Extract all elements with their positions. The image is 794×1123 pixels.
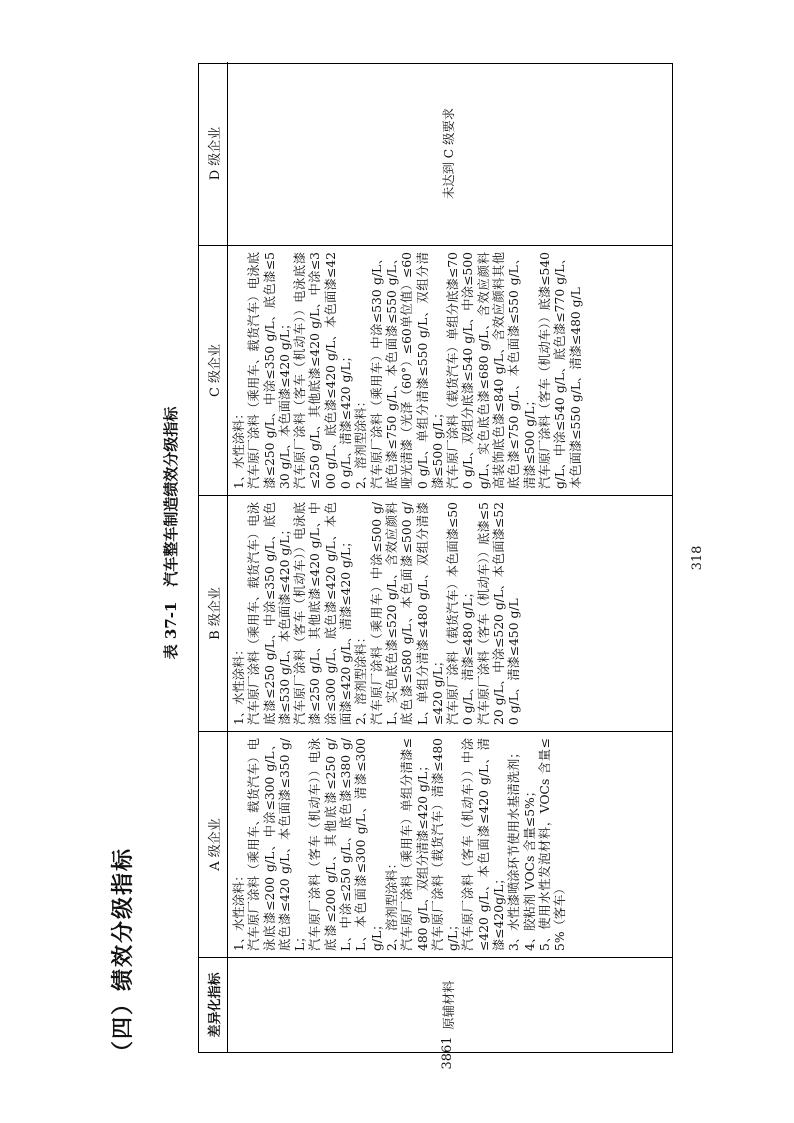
- b-level-line: 1、水性涂料：: [232, 643, 246, 725]
- c-level-line: 汽车原厂涂料（客车（机动车））电泳底漆≤250 g/L、其他底漆≤420 g/L、中涂≤300 g/L、底色漆≤420 g/L、本色面漆≤420 g/L、清漆≤420 g/L；: [293, 252, 354, 489]
- a-level-line: 3、水性漆喷涂环节使用水基清洗剂；: [507, 746, 522, 951]
- section-heading: （四）绩效分级指标: [110, 846, 136, 1063]
- a-level-line: 汽车原厂涂料（客车（机动车））中涂≤420 g/L、本色面漆≤420 g/L、清漆≤420g/L；: [461, 738, 507, 951]
- a-level-cell: [227, 732, 672, 957]
- c-level-line: 汽车原厂涂料（乘用车）中涂≤530 g/L、底色漆≤750 g/L、本色面漆≤550 g/L、哑光清漆（光泽（60°）≤60单位值）≤600 g/L、单组分清漆≤550 g/L、双组分清漆≤500 g/L；: [369, 252, 445, 489]
- c-level-line: 1、水性涂料：: [232, 407, 246, 489]
- a-level-column: [199, 732, 672, 958]
- a-level-line: 汽车原厂涂料（载货汽车）清漆≤480 g/L；: [430, 738, 461, 951]
- performance-grading-table: [198, 63, 673, 1053]
- d-level-column: [199, 62, 672, 246]
- b-level-line: 汽车原厂涂料（乘用车）中涂≤500 g/L、实色底色漆≤520 g/L、含效应颜料底色漆≤580 g/L、本色面漆≤500 g/L、单组分清漆≤480 g/L、双组分清漆≤420 g/L；: [369, 502, 445, 725]
- c-level-line: 汽车原厂涂料（乘用车、载货汽车）电泳底漆≤250 g/L、中涂≤350 g/L、底色漆≤530 g/L、本色面漆≤420 g/L；: [247, 252, 292, 489]
- a-level-line: 4、胶粘剂 VOCs 含量≤5%；: [522, 785, 537, 951]
- c-level-cell: [227, 246, 672, 495]
- a-level-line: 2、溶剂型涂料：: [384, 857, 399, 951]
- b-level-column: [199, 496, 672, 732]
- indicator-column: [199, 958, 672, 1052]
- a-level-line: 5、使用水性发泡材料，VOCs 含量≤5%（客车）: [537, 738, 568, 951]
- row-label: 原辅材料: [441, 980, 456, 1030]
- b-level-line: 汽车原厂涂料（客车（机动车））底漆≤520 g/L、中涂≤520 g/L、本色面漆≤520 g/L、清漆≤450 g/L: [476, 502, 522, 725]
- b-level-cell: [227, 496, 672, 731]
- page-number-mid: 318: [690, 545, 705, 571]
- header-a-level: A 级企业: [199, 732, 228, 957]
- header-d-level: D 级企业: [199, 62, 228, 245]
- b-level-line: 汽车原厂涂料（客车（机动车））电泳底漆≤250 g/L、其他底漆≤420 g/L、中涂≤300 g/L、底色漆≤420 g/L、本色面漆≤420 g/L、清漆≤420 g/L；: [293, 502, 354, 725]
- table-caption: 表 37-1 汽车整车制造绩效分级指标: [162, 406, 180, 660]
- a-level-line: 汽车原厂涂料（乘用车）单组分清漆≤480 g/L、双组分清漆≤420 g/L；: [400, 738, 430, 951]
- row-label-cell: [227, 958, 672, 1052]
- d-level-cell: [227, 62, 672, 245]
- c-level-line: 汽车原厂涂料（客车（机动车））底漆≤540 g/L、中涂≤540 g/L、底色漆≤770 g/L、本色面漆≤550 g/L、清漆≤480 g/L: [537, 252, 583, 489]
- header-indicator: 差异化指标: [199, 958, 228, 1052]
- d-level-text: 未达到 C 级要求: [441, 108, 456, 200]
- a-level-line: 1、水性涂料：: [232, 869, 246, 951]
- c-level-line: 2、溶剂型涂料：: [354, 395, 369, 489]
- c-level-line: 汽车原厂涂料（载货汽车）单组分底漆≤700 g/L、双组分底漆≤540 g/L、中涂≤500 g/L、实色底色漆≤680 g/L、含效应颜料高装饰底色漆≤840 g/L、含效应颜料其他底色漆≤750 g/L、本色面漆≤550 g/L、清漆≤500 g/L；: [446, 252, 537, 489]
- a-level-line: 汽车原厂涂料（客车（机动车））电泳底漆≤200 g/L、其他底漆≤250 g/L、中涂≤250 g/L、底色漆≤380 g/L、本色面漆≤300 g/L、清漆≤300 g/L；: [308, 738, 384, 951]
- b-level-line: 汽车原厂涂料（载货汽车）本色面漆≤500 g/L、清漆≤480 g/L；: [446, 502, 476, 725]
- header-c-level: C 级企业: [199, 246, 228, 495]
- c-level-column: [199, 246, 672, 496]
- b-level-line: 2、溶剂型涂料：: [354, 631, 369, 725]
- b-level-line: 汽车原厂涂料（乘用车、载货汽车）电泳底漆≤250 g/L、中涂≤350 g/L、底色漆≤530 g/L、本色面漆≤420 g/L；: [247, 502, 292, 725]
- page-number-left: 3861: [440, 1036, 455, 1070]
- header-b-level: B 级企业: [199, 496, 228, 731]
- a-level-line: 汽车原厂涂料（乘用车、载货汽车）电泳底漆≤200 g/L、中涂≤300 g/L、底色漆≤420 g/L、本色面漆≤350 g/L；: [247, 738, 308, 951]
